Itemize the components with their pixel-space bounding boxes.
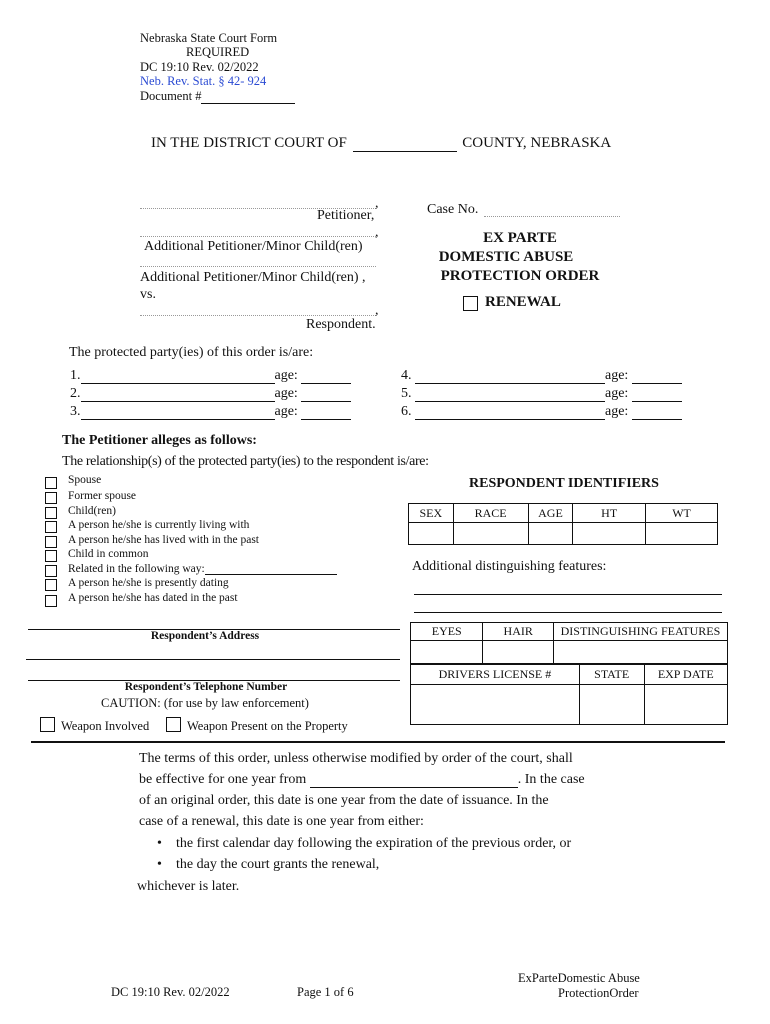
protected-party-name-field[interactable]: [415, 389, 605, 402]
protected-party-age-field[interactable]: [632, 407, 682, 420]
relationship-checkbox-dating[interactable]: [45, 579, 57, 591]
relationship-option: A person he/she has lived with in the past: [68, 534, 259, 546]
bullet-icon: •: [157, 857, 162, 872]
relationship-option: Child(ren): [68, 505, 116, 517]
race-field[interactable]: [453, 523, 528, 545]
col-state: STATE: [579, 665, 644, 685]
relationship-checkbox-dated[interactable]: [45, 595, 57, 607]
case-number-field[interactable]: [484, 216, 620, 217]
respondent-address-field[interactable]: [26, 659, 400, 660]
terms-line-2: be effective for one year from . In the case: [139, 772, 585, 787]
col-eyes: EYES: [411, 623, 483, 641]
weapon-present-checkbox[interactable]: [166, 717, 181, 732]
title-ex-parte: EX PARTE: [483, 230, 557, 246]
renewal-label: RENEWAL: [485, 294, 561, 310]
respondent-identifiers-heading: RESPONDENT IDENTIFIERS: [469, 476, 659, 491]
protected-party-age-field[interactable]: [632, 389, 682, 402]
petitioner-label: Petitioner,: [317, 208, 375, 223]
protected-party-6: 6. age:: [401, 404, 682, 420]
protected-party-3: 3. age:: [70, 404, 351, 420]
protected-party-name-field[interactable]: [415, 371, 605, 384]
additional-petitioner-label-2: Additional Petitioner/Minor Child(ren) ,: [140, 270, 366, 285]
col-age: AGE: [528, 504, 573, 523]
footer-title-2: ProtectionOrder: [558, 986, 639, 1000]
protected-party-age-field[interactable]: [301, 371, 351, 384]
additional-petitioner-field-1[interactable]: [140, 236, 376, 237]
relationship-checkbox-children[interactable]: [45, 507, 57, 519]
identifiers-table-3: [410, 664, 728, 725]
relationship-checkbox-related[interactable]: [45, 565, 57, 577]
relationship-heading: The relationship(s) of the protected party(ies) to the respondent is/are:: [62, 454, 429, 469]
document-number: Document #: [140, 89, 295, 104]
weight-field[interactable]: [646, 523, 718, 545]
terms-line-4: case of a renewal, this date is one year from either:: [139, 814, 424, 829]
col-race: RACE: [453, 504, 528, 523]
relationship-option: A person he/she is presently dating: [68, 577, 229, 589]
form-name: Nebraska State Court Form: [140, 31, 278, 45]
exp-date-field[interactable]: [644, 685, 727, 725]
relationship-checkbox-lived-with[interactable]: [45, 536, 57, 548]
terms-bullet-2: the day the court grants the renewal,: [176, 857, 380, 872]
terms-bullet-1: the first calendar day following the expiration of the previous order, or: [176, 836, 572, 851]
relationship-checkbox-former-spouse[interactable]: [45, 492, 57, 504]
required-label: REQUIRED: [186, 45, 250, 59]
respondent-name-field[interactable]: [140, 315, 376, 316]
respondent-label: Respondent.: [306, 317, 376, 332]
vs-label: vs.: [140, 287, 156, 302]
terms-line-5: whichever is later.: [137, 879, 240, 894]
additional-petitioner-label-1: Additional Petitioner/Minor Child(ren): [144, 239, 363, 254]
relationship-checkbox-living-with[interactable]: [45, 521, 57, 533]
protected-party-5: 5. age:: [401, 386, 682, 402]
effective-date-field[interactable]: [310, 775, 518, 788]
distinguishing-features-label: Additional distinguishing features:: [412, 559, 607, 574]
section-divider: [31, 741, 725, 743]
relationship-option: A person he/she has dated in the past: [68, 592, 238, 604]
terms-line-3: of an original order, this date is one year from the date of issuance. In the: [139, 793, 549, 808]
terms-line-1: The terms of this order, unless otherwise modified by order of the court, shall: [139, 751, 573, 766]
protected-party-name-field[interactable]: [81, 371, 275, 384]
form-number: DC 19:10 Rev. 02/2022: [140, 60, 259, 74]
relationship-checkbox-child-in-common[interactable]: [45, 550, 57, 562]
footer-page-number: Page 1 of 6: [297, 985, 354, 999]
state-field[interactable]: [579, 685, 644, 725]
col-exp-date: EXP DATE: [644, 665, 727, 685]
relationship-option: Related in the following way:: [68, 563, 337, 575]
protected-party-2: 2. age:: [70, 386, 351, 402]
hair-field[interactable]: [483, 641, 553, 664]
protected-party-age-field[interactable]: [632, 371, 682, 384]
case-number-label: Case No.: [427, 202, 479, 217]
protected-party-age-field[interactable]: [301, 389, 351, 402]
eyes-field[interactable]: [411, 641, 483, 664]
weapon-involved-label: Weapon Involved: [61, 719, 150, 733]
related-way-field[interactable]: [205, 563, 337, 575]
relationship-option: Child in common: [68, 548, 149, 560]
renewal-checkbox[interactable]: [463, 296, 478, 311]
protected-party-name-field[interactable]: [81, 407, 275, 420]
respondent-address-label: Respondent’s Address: [150, 630, 260, 642]
respondent-phone-label: Respondent’s Telephone Number: [124, 681, 288, 693]
protected-party-4: 4. age:: [401, 368, 682, 384]
col-hair: HAIR: [483, 623, 553, 641]
col-weight: WT: [646, 504, 718, 523]
distinguishing-features-field[interactable]: [553, 641, 727, 664]
relationship-option: Spouse: [68, 474, 102, 486]
col-drivers-license: DRIVERS LICENSE #: [411, 665, 580, 685]
relationship-option: A person he/she is currently living with: [68, 519, 250, 531]
protected-party-age-field[interactable]: [301, 407, 351, 420]
weapon-present-label: Weapon Present on the Property: [187, 719, 348, 733]
protected-party-name-field[interactable]: [81, 389, 275, 402]
protected-parties-heading: The protected party(ies) of this order is/are:: [69, 345, 314, 360]
petitioner-alleges-heading: The Petitioner alleges as follows:: [62, 433, 257, 448]
relationship-option: Former spouse: [68, 490, 137, 502]
additional-petitioner-field-2[interactable]: [140, 266, 376, 267]
document-number-field[interactable]: [201, 92, 295, 104]
county-field[interactable]: [353, 139, 457, 152]
title-protection-order: PROTECTION ORDER: [440, 268, 600, 284]
identifiers-table-2: [410, 622, 728, 664]
drivers-license-field[interactable]: [411, 685, 580, 725]
col-height: HT: [573, 504, 646, 523]
footer-form-number: DC 19:10 Rev. 02/2022: [111, 985, 230, 999]
distinguishing-features-line-2[interactable]: [414, 612, 722, 613]
col-sex: SEX: [409, 504, 454, 523]
age-field[interactable]: [528, 523, 573, 545]
protected-party-1: 1. age:: [70, 368, 351, 384]
title-domestic-abuse: DOMESTIC ABUSE: [438, 249, 574, 265]
weapon-involved-checkbox[interactable]: [40, 717, 55, 732]
height-field[interactable]: [573, 523, 646, 545]
protected-party-name-field[interactable]: [415, 407, 605, 420]
distinguishing-features-line-1[interactable]: [414, 594, 722, 595]
footer-title-1: ExParteDomestic Abuse: [518, 971, 640, 985]
identifiers-table-1: [408, 503, 718, 545]
col-distinguishing-features: DISTINGUISHING FEATURES: [553, 623, 727, 641]
sex-field[interactable]: [409, 523, 454, 545]
statute-link[interactable]: Neb. Rev. Stat. § 42- 924: [140, 74, 267, 88]
court-heading: IN THE DISTRICT COURT OF COUNTY, NEBRASKA: [151, 135, 612, 151]
relationship-checkbox-spouse[interactable]: [45, 477, 57, 489]
caution-label: CAUTION: (for use by law enforcement): [101, 696, 309, 710]
bullet-icon: •: [157, 836, 162, 851]
